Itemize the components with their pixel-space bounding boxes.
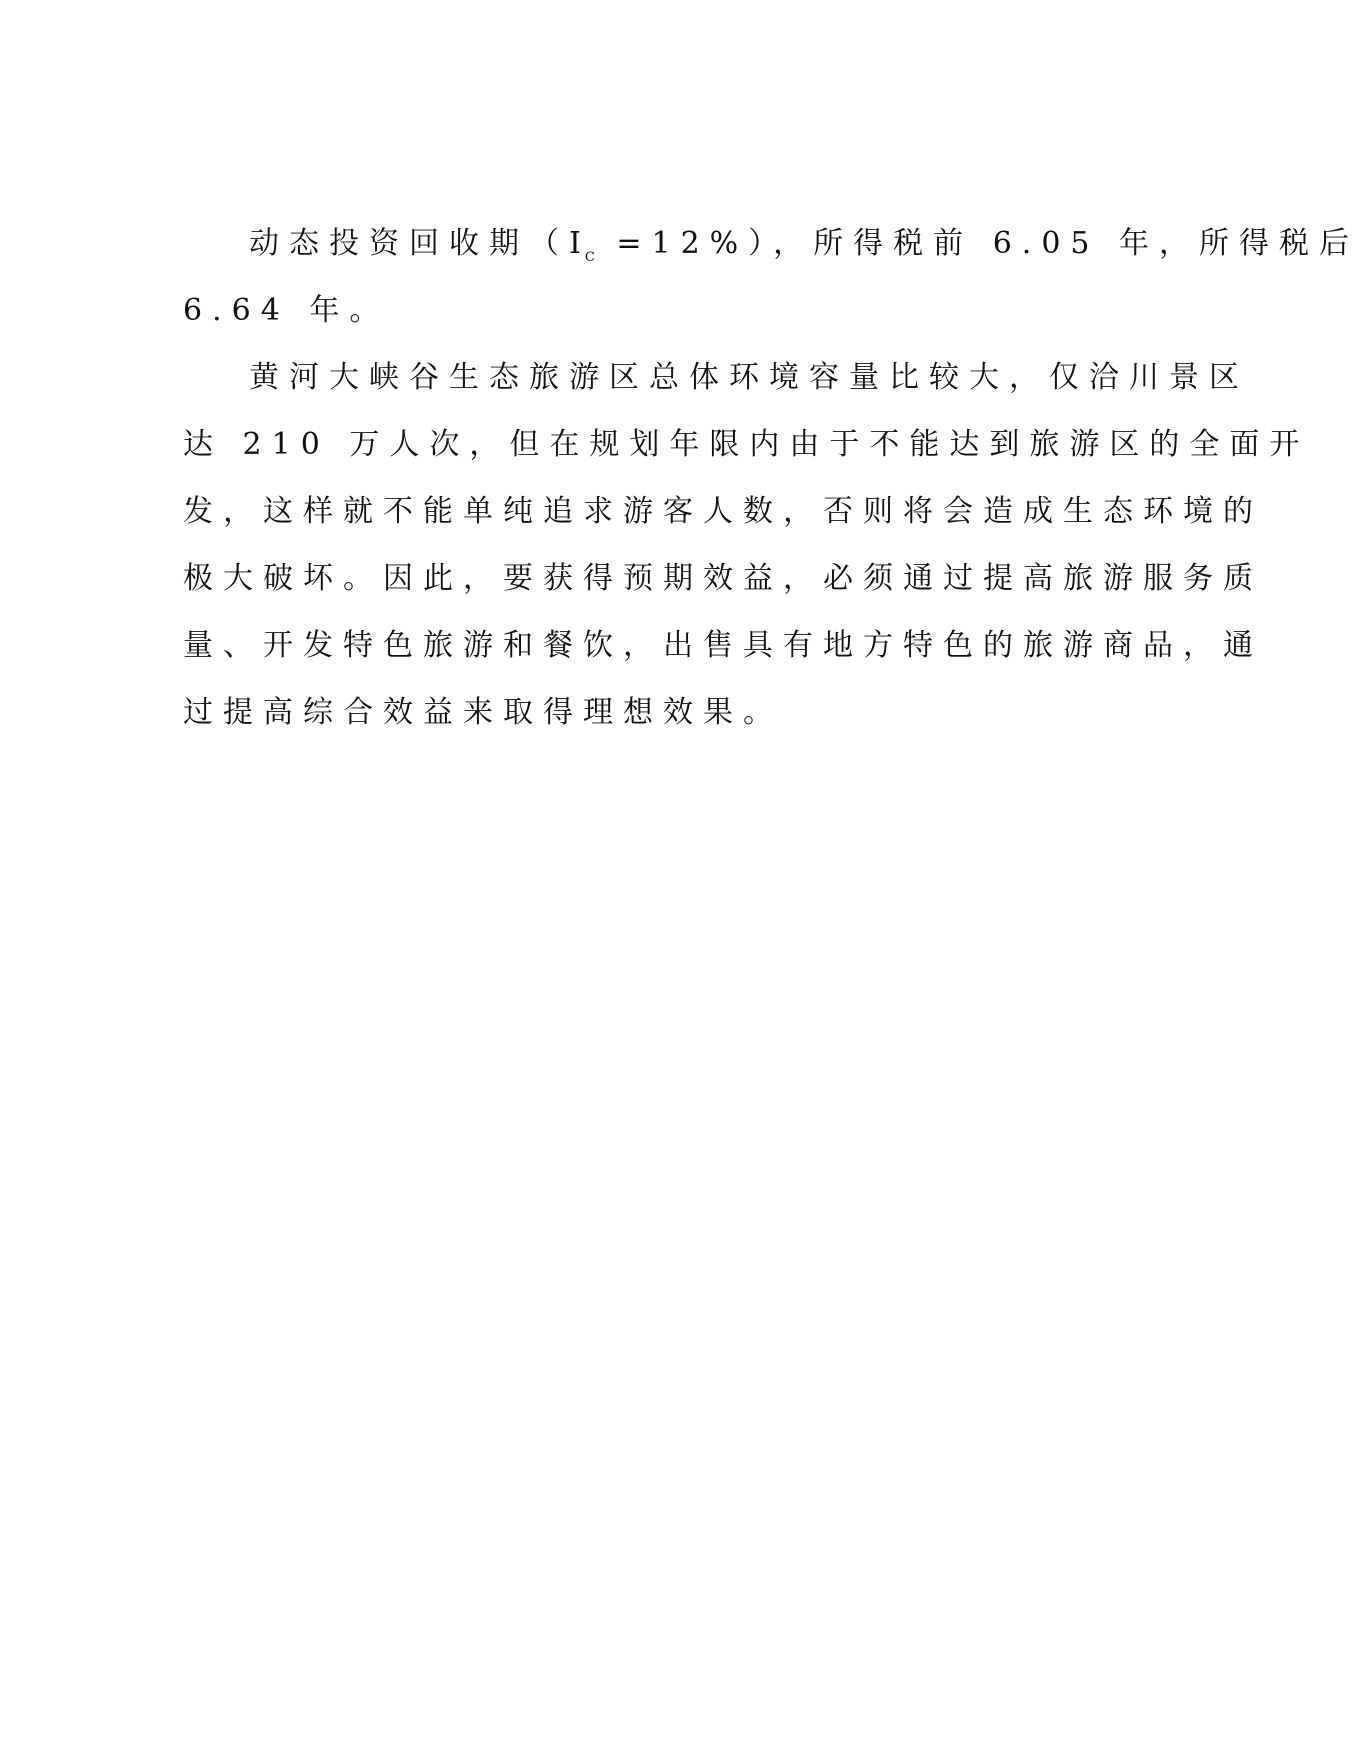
paragraph-1-line-2: 6.64 年。 bbox=[183, 293, 390, 328]
paragraph-2-line-6: 过提高综合效益来取得理想效果。 bbox=[183, 695, 783, 730]
document-body bbox=[183, 226, 1359, 731]
paragraph-1-text-after-formula: =12%），所得税前 6.05 年，所得税后 bbox=[596, 226, 1359, 261]
paragraph-2-line-3: 发，这样就不能单纯追求游客人数，否则将会造成生态环境的 bbox=[183, 494, 1263, 529]
formula-variable: I bbox=[569, 226, 585, 261]
paragraph-2-line-1: 黄河大峡谷生态旅游区总体环境容量比较大，仅洽川景区 bbox=[249, 360, 1249, 395]
paragraph-2-line-2: 达 210 万人次，但在规划年限内由于不能达到旅游区的全面开 bbox=[183, 427, 1310, 462]
paragraph-1-text-before-formula: 动态投资回收期（ bbox=[249, 226, 569, 261]
paragraph-1-line-1 bbox=[183, 226, 1359, 265]
formula-subscript: C bbox=[584, 250, 597, 265]
paragraph-2-line-4: 极大破坏。因此，要获得预期效益，必须通过提高旅游服务质 bbox=[183, 561, 1263, 596]
paragraph-2-line-5: 量、开发特色旅游和餐饮，出售具有地方特色的旅游商品，通 bbox=[183, 628, 1263, 663]
